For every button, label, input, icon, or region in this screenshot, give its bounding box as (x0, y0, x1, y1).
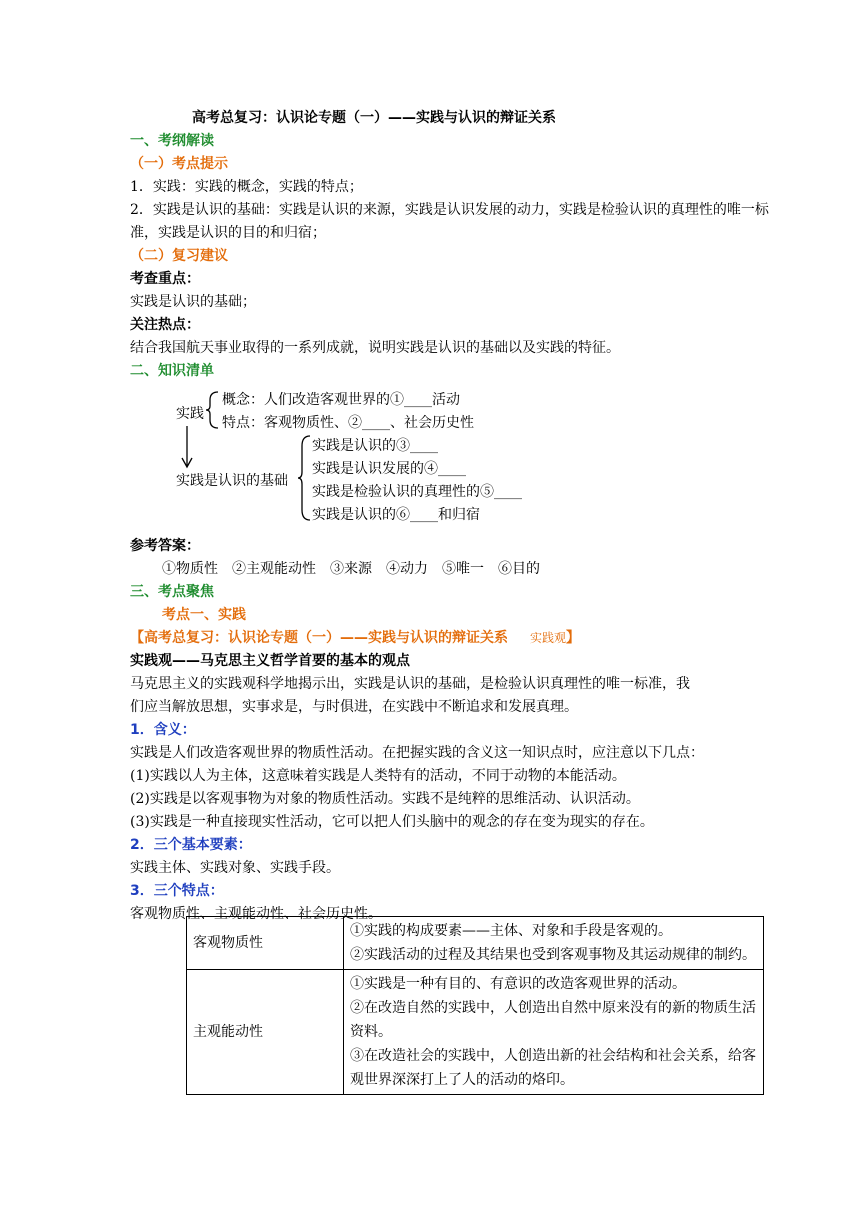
paragraph: 客观物质性、主观能动性、社会历史性。 (130, 906, 382, 922)
video-link-end: 】 (566, 630, 581, 646)
paragraph: 实践是人们改造客观世界的物质性活动。在把握实践的含义这一知识点时，应注意以下几点： (130, 745, 704, 761)
subsection-heading-1b: （二）复习建议 (130, 248, 228, 264)
table-key: 主观能动性 (187, 970, 344, 1095)
section-heading-2: 二、知识清单 (130, 363, 214, 379)
video-link-title[interactable]: 【高考总复习：认识论专题（一）——实践与认识的辩证关系 (130, 630, 508, 646)
video-link[interactable] (130, 627, 580, 647)
table-line: ③在改造社会的实践中，人创造出新的社会结构和社会关系，给客观世界深深打上了人的活动的烙印。 (350, 1048, 756, 1088)
paragraph: 准，实践是认识的目的和归宿； (130, 225, 326, 241)
features-table (186, 916, 764, 1095)
key-point-1: 考点一、实践 (162, 607, 246, 623)
diagram-branch-1: 实践是认识的③____ (312, 438, 438, 454)
diagram-root: 实践 (176, 406, 204, 422)
diagram-branch-4: 实践是认识的⑥____和归宿 (312, 507, 480, 523)
section-heading-1: 一、考纲解读 (130, 133, 214, 149)
page-title: 高考总复习：认识论专题（一）——实践与认识的辩证关系 (192, 110, 556, 126)
arrow-down-icon (180, 424, 194, 470)
table-row (187, 970, 764, 1095)
table-key: 客观物质性 (187, 917, 344, 970)
focus-text: 实践是认识的基础； (130, 294, 256, 310)
answer-label: 参考答案： (130, 538, 200, 554)
table-line: ②实践活动的过程及其结果也受到客观事物及其运动规律的制约。 (350, 947, 756, 963)
heading-meaning: 1．含义： (130, 722, 196, 738)
subsection-heading-1a: （一）考点提示 (130, 156, 228, 172)
table-row (187, 917, 764, 970)
diagram-concept: 概念：人们改造客观世界的①____活动 (222, 392, 460, 408)
paragraph: (1)实践以人为主体，这意味着实践是人类特有的活动，不同于动物的本能活动。 (130, 768, 626, 784)
diagram-base: 实践是认识的基础 (176, 473, 288, 489)
diagram-branch-2: 实践是认识发展的④____ (312, 461, 466, 477)
heading-features: 3．三个特点： (130, 883, 224, 899)
brace-icon (204, 390, 222, 430)
paragraph: 2．实践是认识的基础：实践是认识的来源，实践是认识发展的动力，实践是检验认识的真理性的唯一标 (130, 202, 769, 218)
table-line: ①实践的构成要素——主体、对象和手段是客观的。 (350, 923, 672, 939)
diagram-branch-3: 实践是检验认识的真理性的⑤____ (312, 484, 522, 500)
table-value (344, 917, 764, 970)
table-line: ②在改造自然的实践中，人创造出自然中原来没有的新的物质生活资料。 (350, 1000, 756, 1040)
paragraph: 们应当解放思想，实事求是，与时俱进，在实践中不断追求和发展真理。 (130, 699, 578, 715)
hot-text: 结合我国航天事业取得的一系列成就，说明实践是认识的基础以及实践的特征。 (130, 340, 620, 356)
paragraph: (2)实践是以客观事物为对象的物质性活动。实践不是纯粹的思维活动、认识活动。 (130, 791, 640, 807)
paragraph: 实践主体、实践对象、实践手段。 (130, 860, 340, 876)
table-line: ①实践是一种有目的、有意识的改造客观世界的活动。 (350, 976, 686, 992)
diagram-traits: 特点：客观物质性、②____、社会历史性 (222, 415, 474, 431)
answers: ①物质性 ②主观能动性 ③来源 ④动力 ⑤唯一 ⑥目的 (162, 561, 540, 577)
heading-elements: 2．三个基本要素： (130, 837, 252, 853)
paragraph: 马克思主义的实践观科学地揭示出，实践是认识的基础，是检验认识真理性的唯一标准，我 (130, 676, 690, 692)
paragraph: 1．实践：实践的概念，实践的特点； (130, 179, 363, 195)
paragraph: (3)实践是一种直接现实性活动，它可以把人们头脑中的观念的存在变为现实的存在。 (130, 814, 654, 830)
video-link-sub[interactable]: 实践观 (530, 631, 567, 645)
hot-label: 关注热点： (130, 317, 200, 333)
table-value (344, 970, 764, 1095)
focus-label: 考查重点： (130, 271, 200, 287)
view-title: 实践观——马克思主义哲学首要的基本的观点 (130, 653, 410, 669)
section-heading-3: 三、考点聚焦 (130, 584, 214, 600)
